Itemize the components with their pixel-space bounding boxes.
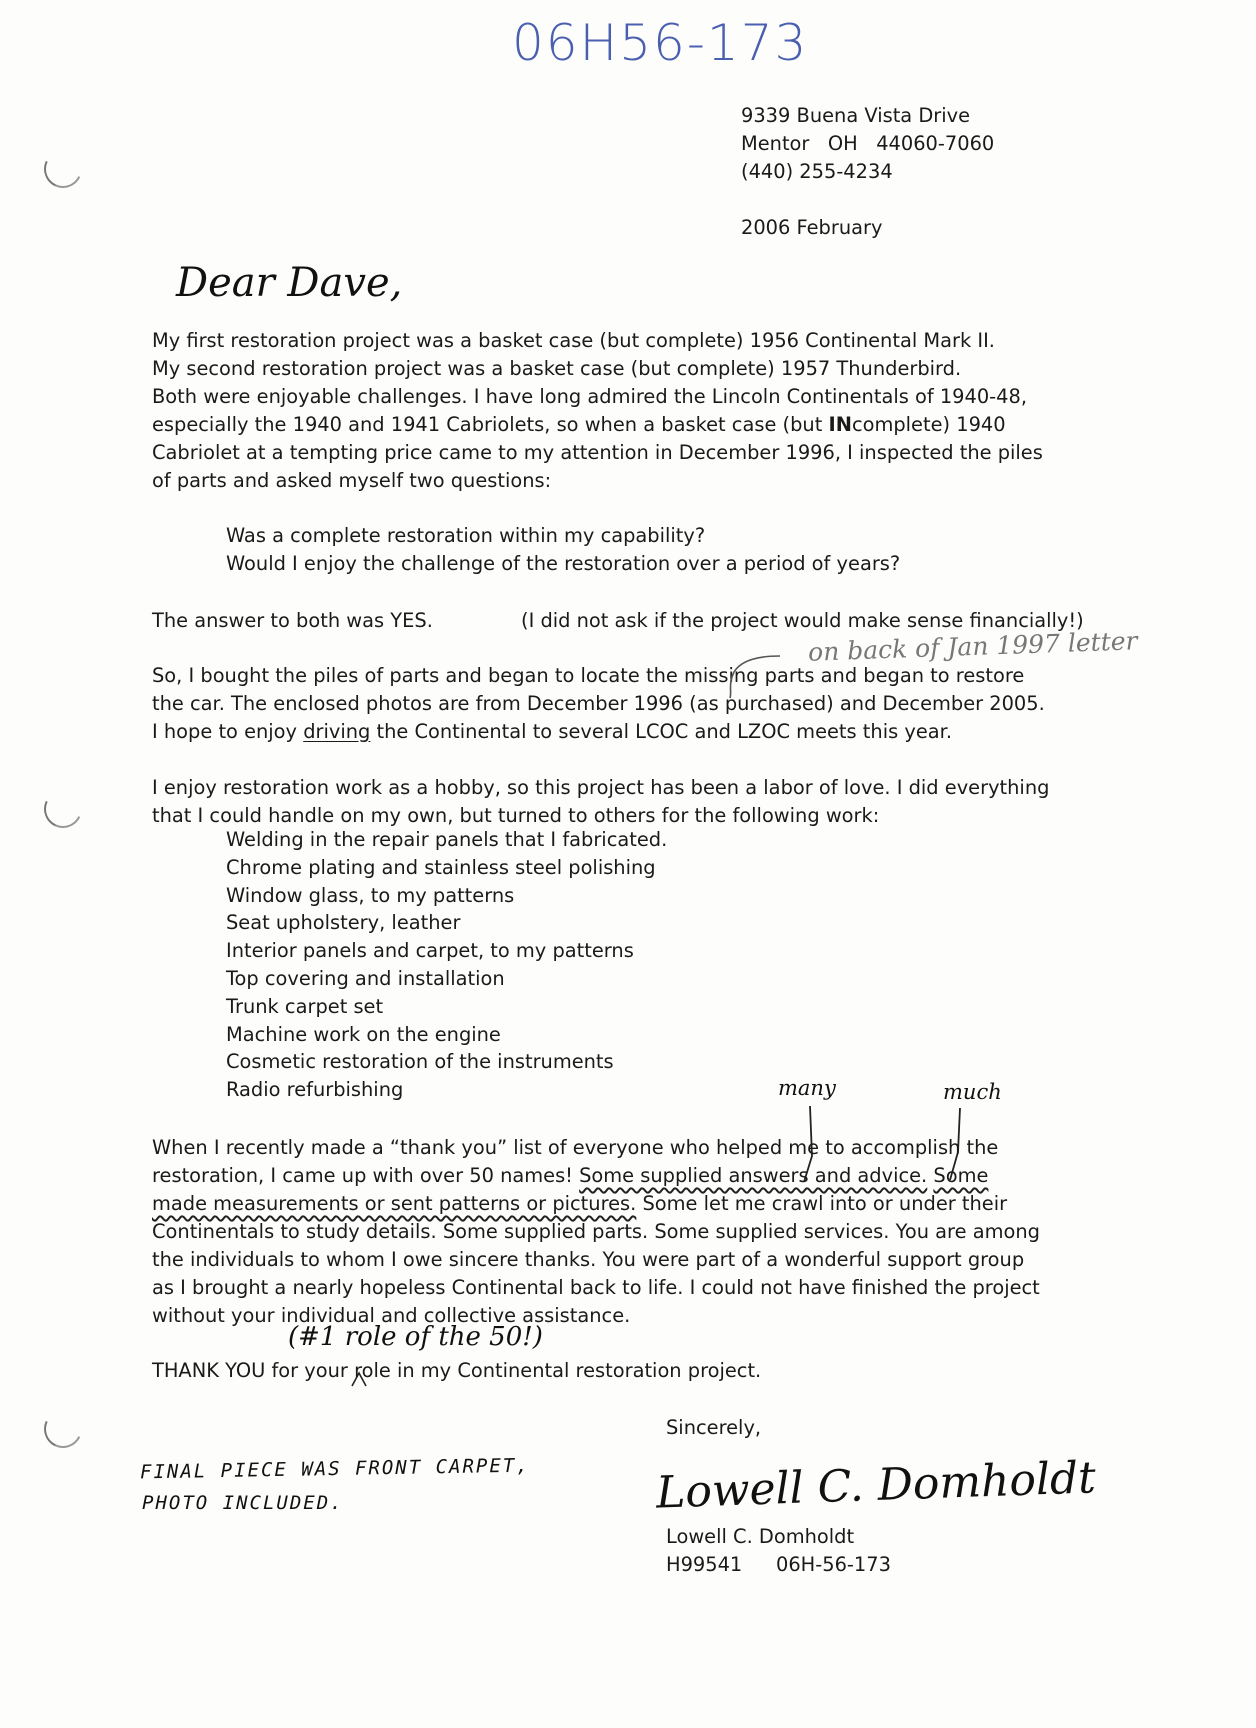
paragraph-line: Cabriolet at a tempting price came to my attention in December 1996, I inspected the piles bbox=[152, 441, 1043, 464]
paragraph-line: made measurements or sent patterns or pictures. Some let me crawl into or under their bbox=[152, 1192, 1008, 1215]
thanks-line: THANK YOU for your role in my Continental restoration project. bbox=[152, 1359, 762, 1382]
paragraph-purchase bbox=[152, 662, 1112, 746]
margin-note-arrow bbox=[720, 652, 790, 702]
paragraph-line: restoration, I came up with over 50 names! Some supplied answers and advice. Some bbox=[152, 1164, 989, 1187]
hole-punch-middle bbox=[39, 785, 88, 834]
hole-punch-top bbox=[39, 145, 88, 194]
annotation-many: many bbox=[778, 1076, 836, 1100]
letter-date: 2006 February bbox=[741, 216, 883, 239]
work-item: Seat upholstery, leather bbox=[226, 911, 461, 935]
file-number: 06H56-173 bbox=[512, 14, 809, 72]
work-item: Trunk carpet set bbox=[226, 994, 384, 1018]
paragraph-line: Both were enjoyable challenges. I have long admired the Lincoln Continentals of 1940-48, bbox=[152, 385, 1028, 408]
answer-aside: (I did not ask if the project would make sense financially!) bbox=[521, 609, 1084, 632]
hole-punch-bottom bbox=[39, 1405, 88, 1454]
work-item: Window glass, to my patterns bbox=[226, 883, 515, 907]
work-item: Interior panels and carpet, to my patterns bbox=[226, 939, 634, 963]
paragraph-line: the car. The enclosed photos are from December 1996 (as purchased) and December 2005. bbox=[152, 692, 1045, 715]
signer-name: Lowell C. Domholdt bbox=[666, 1525, 855, 1548]
address-street: 9339 Buena Vista Drive bbox=[741, 104, 971, 127]
paragraph-line: of parts and asked myself two questions: bbox=[152, 469, 552, 492]
paragraph-line: without your individual and collective assistance. bbox=[152, 1304, 631, 1327]
work-item: Chrome plating and stainless steel polishing bbox=[226, 855, 656, 879]
salutation: Dear Dave, bbox=[176, 260, 403, 306]
paragraph-line: as I brought a nearly hopeless Continental back to life. I could not have finished the project bbox=[152, 1276, 1040, 1299]
footnote-line-2: PHOTO INCLUDED. bbox=[142, 1492, 344, 1514]
signature: Lowell C. Domholdt bbox=[655, 1452, 1097, 1519]
address-phone: (440) 255-4234 bbox=[741, 160, 893, 183]
work-item: Welding in the repair panels that I fabricated. bbox=[226, 828, 668, 851]
paragraph-line: especially the 1940 and 1941 Cabriolets, so when a basket case (but INcomplete) 1940 bbox=[152, 413, 1006, 436]
paragraph-line: Continentals to study details. Some supplied parts. Some supplied services. You are among bbox=[152, 1220, 1040, 1243]
paragraph-line: My second restoration project was a basket case (but complete) 1957 Thunderbird. bbox=[152, 357, 962, 380]
margin-note: on back of Jan 1997 letter bbox=[807, 626, 1138, 667]
address-city: Mentor OH 44060-7060 bbox=[741, 132, 995, 155]
paragraph-thanks-list bbox=[152, 1134, 1112, 1330]
work-item: Cosmetic restoration of the instruments bbox=[226, 1050, 614, 1074]
signer-file-id: 06H-56-173 bbox=[776, 1553, 891, 1576]
paragraph-line: that I could handle on my own, but turned to others for the following work: bbox=[152, 804, 880, 827]
question-item: Was a complete restoration within my capability? bbox=[226, 524, 706, 547]
paragraph-intro bbox=[152, 327, 1112, 495]
work-item: Top covering and installation bbox=[226, 966, 505, 990]
paragraph-line: I hope to enjoy driving the Continental to several LCOC and LZOC meets this year. bbox=[152, 720, 952, 743]
paragraph-hobby bbox=[152, 774, 1112, 830]
question-item: Would I enjoy the challenge of the restoration over a period of years? bbox=[226, 551, 901, 575]
work-item: Machine work on the engine bbox=[226, 1022, 501, 1046]
paragraph-line: When I recently made a “thank you” list of everyone who helped me to accomplish the bbox=[152, 1136, 999, 1159]
work-item: Radio refurbishing bbox=[226, 1078, 404, 1102]
answer-text: The answer to both was YES. bbox=[152, 609, 433, 632]
work-list bbox=[226, 826, 667, 1104]
annotation-much: much bbox=[943, 1080, 1002, 1104]
footnote-line-1: FINAL PIECE WAS FRONT CARPET, bbox=[139, 1454, 530, 1484]
questions-list bbox=[226, 522, 900, 578]
signer-member-id: H99541 bbox=[666, 1553, 743, 1576]
paragraph-line: the individuals to whom I owe sincere thanks. You were part of a wonderful support group bbox=[152, 1248, 1025, 1271]
paragraph-line: So, I bought the piles of parts and began to locate the missing parts and began to restore bbox=[152, 664, 1025, 687]
paragraph-line: I enjoy restoration work as a hobby, so this project has been a labor of love. I did everything bbox=[152, 776, 1050, 799]
annotation-role: (#1 role of the 50!) bbox=[288, 1322, 543, 1352]
closing: Sincerely, bbox=[666, 1416, 762, 1439]
paragraph-line: My first restoration project was a basket case (but complete) 1956 Continental Mark II. bbox=[152, 329, 995, 352]
